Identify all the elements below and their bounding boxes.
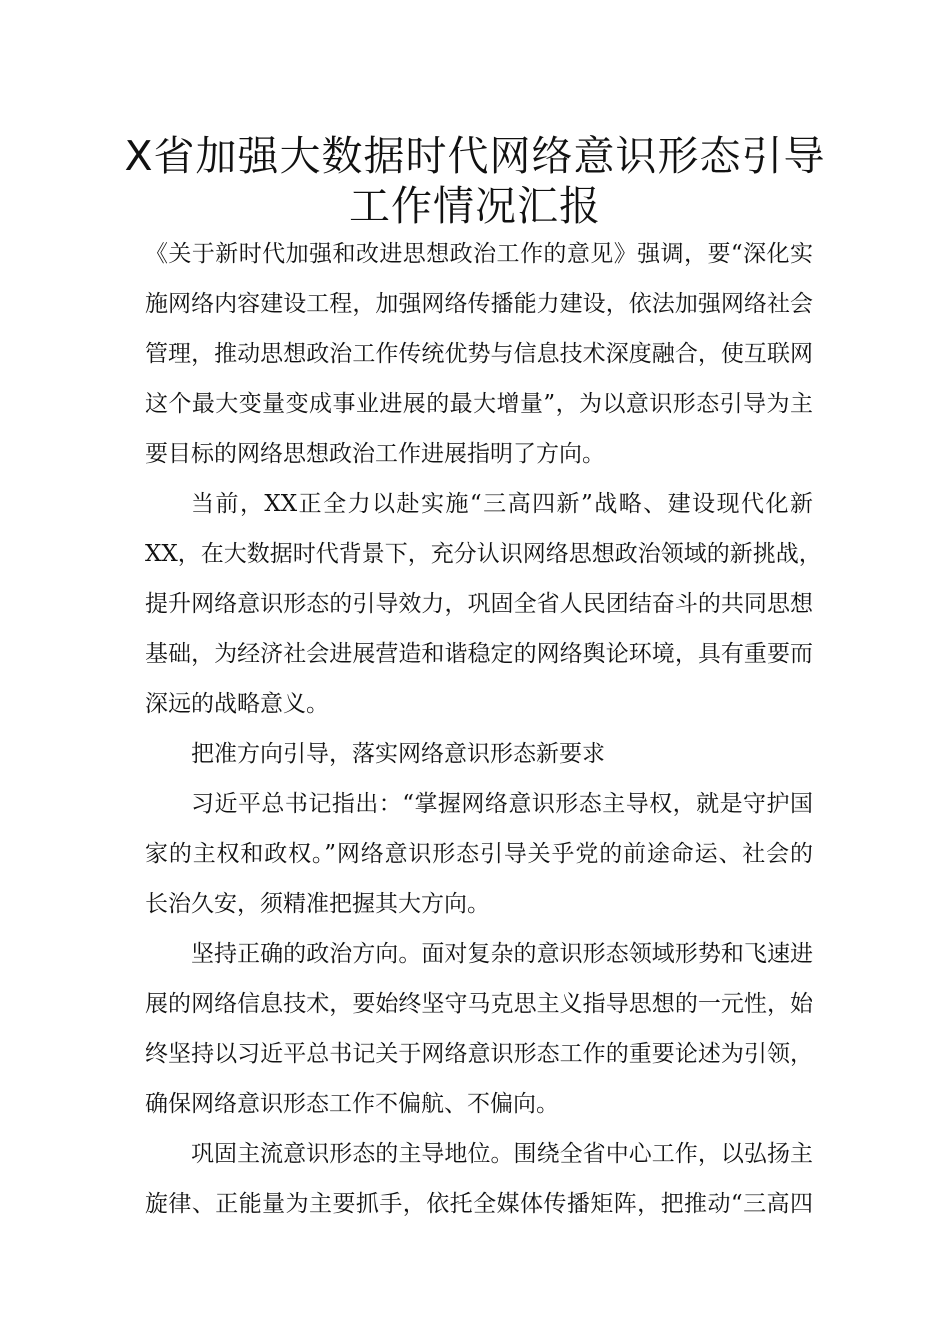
paragraph-line: 要目标的网络思想政治工作进展指明了方向。 bbox=[145, 441, 605, 467]
paragraph-line: XX，在大数据时代背景下，充分认识网络思想政治领域的新挑战， bbox=[145, 541, 822, 567]
paragraph-line: 长治久安，须精准把握其大方向。 bbox=[145, 891, 490, 917]
paragraph-line: 管理，推动思想政治工作传统优势与信息技术深度融合，使互联网 bbox=[145, 341, 813, 367]
document-title-line-1: X省加强大数据时代网络意识形态引导 bbox=[124, 132, 826, 180]
paragraph-line: 习近平总书记指出：“掌握网络意识形态主导权，就是守护国 bbox=[191, 791, 813, 817]
paragraph-line: 深远的战略意义。 bbox=[145, 691, 329, 717]
paragraph-line: 提升网络意识形态的引导效力，巩固全省人民团结奋斗的共同思想 bbox=[145, 591, 813, 617]
paragraph bbox=[145, 229, 813, 479]
paragraph-line: 展的网络信息技术，要始终坚守马克思主义指导思想的一元性，始 bbox=[145, 991, 813, 1017]
document-body bbox=[145, 229, 822, 1229]
paragraph-line: 旋律、正能量为主要抓手，依托全媒体传播矩阵，把推动“三高四 bbox=[145, 1191, 813, 1217]
paragraph-line: 坚持正确的政治方向。面对复杂的意识形态领域形势和飞速进 bbox=[191, 941, 813, 967]
paragraph-line: 确保网络意识形态工作不偏航、不偏向。 bbox=[145, 1091, 559, 1117]
paragraph-line: 家的主权和政权。”网络意识形态引导关乎党的前途命运、社会的 bbox=[145, 841, 813, 867]
paragraph-line: 《关于新时代加强和改进思想政治工作的意见》强调，要“深化实 bbox=[145, 241, 813, 267]
paragraph bbox=[145, 729, 813, 779]
paragraph-line: 这个最大变量变成事业进展的最大增量”，为以意识形态引导为主 bbox=[145, 391, 813, 417]
paragraph-line: 基础，为经济社会进展营造和谐稳定的网络舆论环境，具有重要而 bbox=[145, 641, 813, 667]
paragraph bbox=[145, 1129, 813, 1229]
paragraph-line: 终坚持以习近平总书记关于网络意识形态工作的重要论述为引领， bbox=[145, 1041, 813, 1067]
paragraph bbox=[145, 479, 822, 729]
paragraph-line: 施网络内容建设工程，加强网络传播能力建设，依法加强网络社会 bbox=[145, 291, 813, 317]
paragraph-line: 巩固主流意识形态的主导地位。围绕全省中心工作，以弘扬主 bbox=[191, 1141, 813, 1167]
paragraph-line: 当前，XX正全力以赴实施“三高四新”战略、建设现代化新 bbox=[191, 491, 813, 517]
paragraph-line: 把准方向引导，落实网络意识形态新要求 bbox=[191, 741, 605, 767]
document-title-line-2: 工作情况汇报 bbox=[349, 182, 601, 230]
paragraph bbox=[145, 779, 813, 929]
paragraph bbox=[145, 929, 813, 1129]
